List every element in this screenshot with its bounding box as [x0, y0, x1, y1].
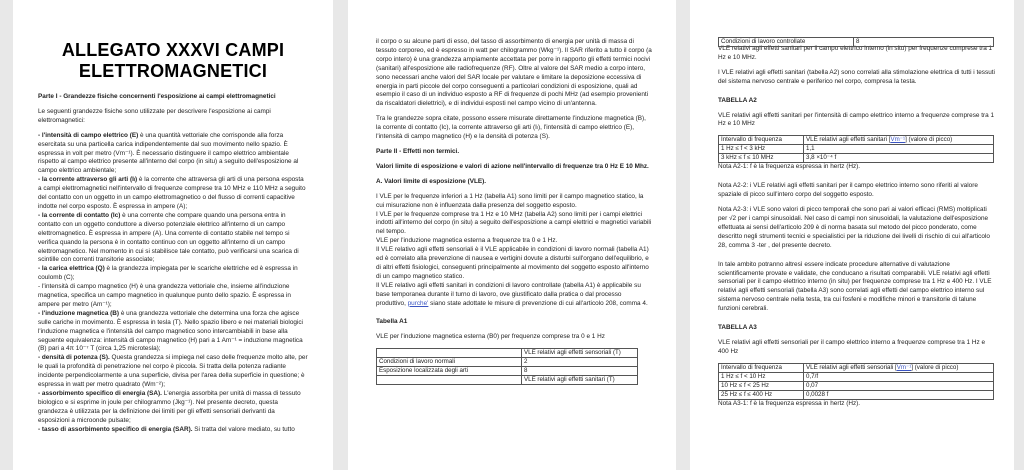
document-page-2 [348, 0, 676, 470]
definition-item: - assorbimento specifico di energia (SA). L'energia assorbita per unità di massa di tessuto biologico e si esprime in joule per chilogrammo (Jkg⁻¹). Nel presente decreto, questa grandezza è utilizzata per la definizione dei limiti per gli effetti sensoriali derivanti da esposizioni a microonde pulsate; [38, 390, 301, 424]
table-row: Intervallo di frequenza VLE relativi agli effetti sanitari [Vm⁻¹] (valore di picco) [719, 136, 994, 145]
table-a3-caption: VLE relativi agli effetti sensoriali per il campo elettrico interno a frequenze comprese tra 1 Hz e 400 Hz [718, 338, 985, 355]
sar-paragraph: il corpo o su alcune parti di esso, del tasso di assorbimento di energia per unità di massa di tessuto corporeo, ed è espresso in watt per chilogrammo (Wkg⁻¹). Il SAR riferito a tutto il corpo (a corpo intero) è una grandezza ampiamente accettata per porre in rapporto gli effetti termici nocivi (sanitari) all'esposizione alle radiofrequenze (RF). Oltre al valore del SAR medio a corpo intero, sono necessari anche valori del SAR locale per valutare e limitare la deposizione eccessiva di energia in parti piccole del corpo conseguenti a particolari condizioni di esposizione, quali ad esempio il caso di un individuo esposto a RF di frequenze di pochi MHz (ad esempio provenienti da riscaldatori dielettrici), e di individui esposti nel campo vicino di un'antenna. [376, 38, 652, 108]
section-a-heading: A. Valori limite di esposizione (VLE). [376, 177, 487, 185]
vle-paragraph: I VLE per le frequenze comprese tra 1 Hz e 10 MHz (tabella A2) sono limiti per i campi elettrici indotti all'interno del corpo (in situ) a seguito dell'esposizione a campi elettrici e magnetici variabili nel tempo. [376, 210, 652, 236]
measurable-quantities-paragraph: Tra le grandezze sopra citate, possono essere misurate direttamente l'induzione magnetica (B), la corrente di contatto (Iᴄ), la corrente attraverso gli arti (Iₗ), l'intensità di campo elettrico (E), l'intensità di campo magnetico (H) e la densità di potenza (S). [376, 115, 646, 141]
table-a2-heading: TABELLA A2 [718, 96, 757, 104]
definition-item: - l'intensità di campo elettrico (E) è una quantità vettoriale che corrisponde alla forza esercitata su una particella carica indipendentemente dal suo movimento nello spazio. È espressa in volt per metro (Vm⁻¹). È necessario distinguere il campo elettrico ambientale rispetto al campo elettrico presente all'interno del corpo (in situ) a seguito dell'esposizione al campo elettrico ambientale; [38, 131, 299, 175]
table-a3-heading: TABELLA A3 [718, 324, 757, 332]
document-page-3 [690, 0, 1014, 470]
purche-link[interactable]: purche' [407, 299, 429, 307]
table-row: Condizioni di lavoro controllate 8 [719, 38, 994, 47]
table-row: 10 Hz ≤ f < 25 Hz 0,07 [719, 381, 994, 390]
table-a2 [718, 135, 994, 163]
table-header: VLE relativi agli effetti sensoriali (T) [522, 349, 638, 358]
definition-item: - tasso di assorbimento specifico di energia (SAR). Si tratta del valore mediato, su tutto [38, 425, 295, 433]
vle-paragraph: Il VLE relativo agli effetti sanitari in condizioni di lavoro controllate (tabella A1) è applicabile su base temporanea durante il turno di lavoro, ove giustificato dalla pratica o dal processo produttivo, purche' siano state adottate le misure di prevenzione di cui all'articolo 208, comma 4. [376, 281, 648, 307]
vle-paragraph: Il VLE relativo agli effetti sensoriali è il VLE applicabile in condizioni di lavoro normali (tabella A1) ed è correlato alla prevenzione di nausea e vertigini dovute a disturbi sull'organo dell'equilibrio, e di altri effetti fisiologici, conseguenti principalmente al movimento del soggetto esposto all'interno di un campo magnetico statico. [376, 246, 649, 280]
table-a1-heading: Tabella A1 [376, 318, 408, 326]
part1-heading: Parte I - Grandezze fisiche concernenti l'esposizione ai campi elettromagnetici [38, 93, 276, 100]
table-row: 1 Hz ≤ f < 3 kHz 1,1 [719, 145, 994, 154]
note: Nota A2-3: i VLE sono valori di picco temporali che sono pari ai valori efficaci (RMS) moltiplicati per √2 per i campi sinusoidali. Nel caso di campi non sinusoidali, la valutazione dell'esposizione effettuata ai sensi dell'articolo 209 è di norma basata sul metodo del picco ponderato, come descritto negli strumenti tecnici e specialistici per la riduzione dei livelli di rischio di cui all'articolo 28, comma 3 -ter , del presente decreto. [718, 206, 990, 249]
vle-paragraph: I VLE relativi agli effetti sanitari (tabella A2) sono correlati alla stimolazione elettrica di tutti i tessuti del sistema nervoso centrale e periferico nel corpo, compresa la testa. [718, 68, 995, 85]
table-row: Condizioni di lavoro normali 2 [377, 358, 638, 367]
table-a1-continued [718, 37, 994, 47]
definition-item: - la carica elettrica (Q) è la grandezza impiegata per le scariche elettriche ed è espressa in coulomb (C); [38, 265, 298, 282]
intro-paragraph: Le seguenti grandezze fisiche sono utilizzate per descrivere l'esposizione ai campi elettromagnetici: [38, 107, 271, 124]
limit-values-heading: Valori limite di esposizione e valori di azione nell'intervallo di frequenze tra 0 Hz E 10 Mhz. [376, 162, 649, 170]
note: Nota A2-2: i VLE relativi agli effetti sanitari per il campo elettrico interno sono riferiti al valore spaziale di picco sull'intero corpo del soggetto esposto. [718, 182, 978, 199]
table-row: Intervallo di frequenza VLE relativi agli effetti sensoriali [Vm⁻¹] (valore di picco) [719, 363, 994, 372]
document-page-1 [13, 0, 333, 470]
note: Nota A3-1: f è la frequenza espressa in hertz (Hz). [718, 399, 861, 407]
definition-item: - la corrente attraverso gli arti (Iₗ) è la corrente che attraversa gli arti di una persona esposta a campi elettromagnetici nell'intervallo di frequenze comprese tra 10 MHz e 110 MHz a seguito del contatto con un oggetto in un campo elettromagnetico o del flusso di correnti capacitive indotte nel corpo esposto. È espressa in ampere (A); [38, 176, 306, 210]
definition-item: - densità di potenza (S). Questa grandezza si impiega nel caso delle frequenze molto alte, per le quali la profondità di penetrazione nel corpo è piccola. Si tratta della potenza radiante incidente perpendicolarmente a una superficie, divisa per l'area della superficie in questione; è espressa in watt per metro quadrato (Wm⁻²); [38, 354, 308, 389]
document-title: ALLEGATO XXXVI CAMPI ELETTROMAGNETICI [61, 40, 285, 81]
table-a1 [376, 348, 638, 385]
table-row: 25 Hz ≤ f ≤ 400 Hz 0,0028 f [719, 390, 994, 399]
definition-item: - l'intensità di campo magnetico (H) è una grandezza vettoriale che, insieme all'induzione magnetica, specifica un campo magnetico in qualunque punto dello spazio. È espressa in ampere per metro (Am⁻¹); [38, 283, 291, 308]
vle-paragraph: VLE relativi agli effetti sanitari per il campo elettrico interno (in situ) per frequenze comprese tra 1 Hz e 10 MHz. [718, 45, 993, 61]
vle-paragraph: VLE per l'induzione magnetica esterna a frequenze tra 0 e 1 Hz. [376, 237, 558, 245]
table-row [377, 376, 638, 385]
table-row: Esposizione localizzata degli arti 8 [377, 367, 638, 376]
part2-heading: Parte II - Effetti non termici. [376, 147, 460, 155]
note: Nota A2-1: f è la frequenza espressa in hertz (Hz). [718, 163, 861, 171]
table-row [377, 349, 638, 358]
table-row: 1 Hz ≤ f < 10 Hz 0,7/f [719, 372, 994, 381]
table-a2-caption: VLE relativi agli effetti sanitari per l'intensità di campo elettrico interno a frequenze comprese tra 1 Hz e 10 MHz [718, 111, 995, 128]
vle-paragraph: I VLE per le frequenze inferiori a 1 Hz (tabella A1) sono limiti per il campo magnetico statico, la cui misurazione non è influenzata dalla presenza del soggetto esposto. [376, 192, 644, 209]
definition-item: - la corrente di contatto (Iᴄ) è una corrente che compare quando una persona entra in contatto con un oggetto conduttore a diverso potenziale elettrico all'interno di un campo elettromagnetico. È espressa in ampere (A). Una corrente di contatto stabile nel tempo si verifica quando la persona è in contatto continuo con un oggetto all'interno di un campo elettromagnetico. Nel momento in cui si stabilisce tale contatto, può verificarsi una scarica di scintille con correnti transitorie associate; [38, 211, 299, 264]
table-a1-caption: VLE per l'induzione magnetica esterna (B0) per frequenze comprese tra 0 e 1 Hz [376, 333, 605, 341]
vle-paragraph: In tale ambito potranno altresì essere indicate procedure alternative di valutazione scientificamente provate e validate, che conducano a risultati comparabili. VLE relativi agli effetti sensoriali per il campo elettrico interno (in situ) per frequenze comprese tra 1 Hz e 400 Hz. I VLE relativi agli effetti sensoriali (tabella A3) sono correlati agli effetti del campo elettrico interno sul sistema nervoso centrale nella testa, tra cui fosfeni e modifiche minori e transitorie di talune funzioni cerebrali. [718, 260, 992, 313]
table-a3 [718, 363, 994, 400]
table-row: 3 kHz ≤ f ≤ 10 MHz 3,8 ×10⁻⁴ f [719, 154, 994, 163]
definition-item: - l'induzione magnetica (B) è una grandezza vettoriale che determina una forza che agisce sulle cariche in movimento. È espressa in tesla (T). Nello spazio libero e nei materiali biologici l'induzione magnetica e l'intensità del campo magnetico sono intercambiabili in base alla seguente equivalenza: intensità di campo magnetico (H) pari a 1 Am⁻¹ = induzione magnetica (B) pari a 4π 10⁻⁷ T (circa 1,25 microtesla); [38, 309, 303, 353]
table-header: VLE relativi agli effetti sanitari (T) [522, 376, 638, 385]
